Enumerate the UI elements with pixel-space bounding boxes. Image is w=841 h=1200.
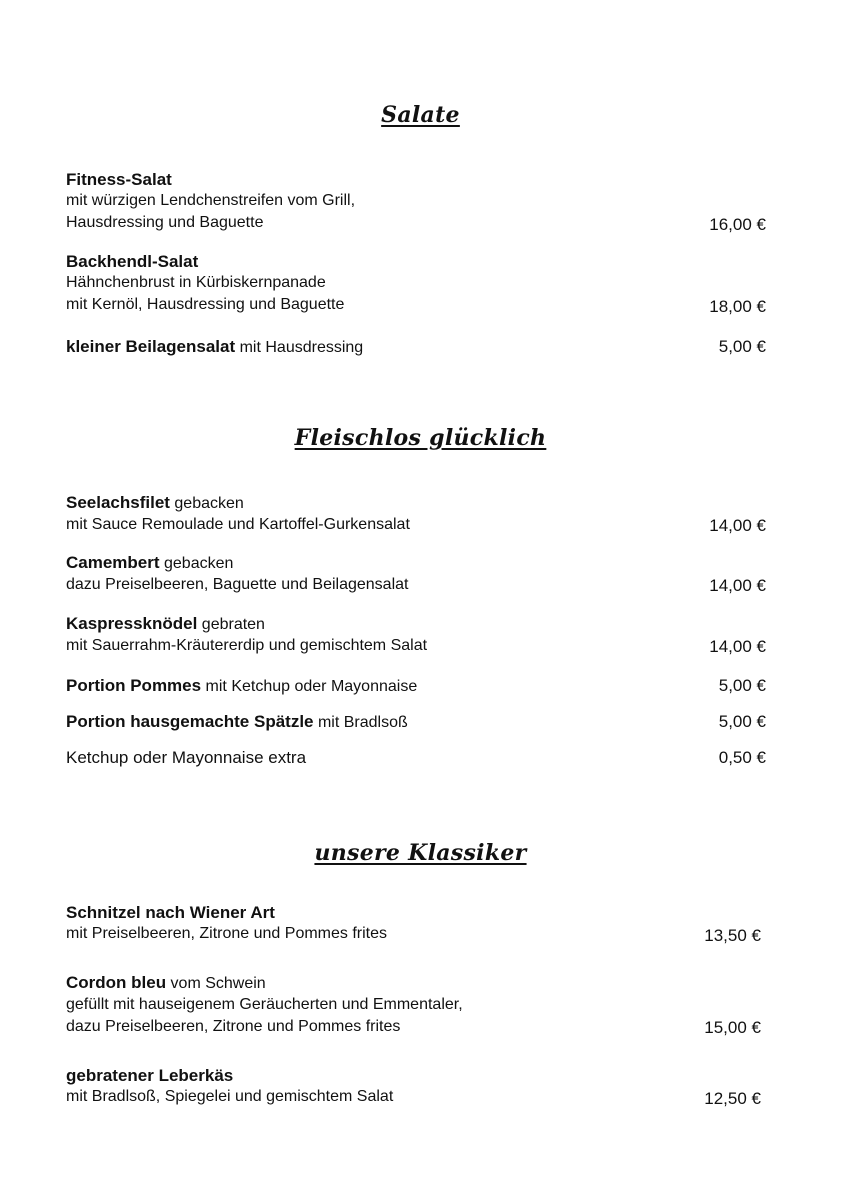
item-price: 14,00 € xyxy=(709,637,766,656)
item-name: gebratener Leberkäs xyxy=(66,1066,234,1085)
item-name: Portion Pommes xyxy=(66,676,202,695)
item-description: dazu Preiselbeeren, Zitrone und Pommes frites xyxy=(66,1018,401,1035)
item-description: dazu Preiselbeeren, Baguette und Beilagensalat xyxy=(66,576,409,593)
menu-item xyxy=(66,712,408,733)
item-price: 5,00 € xyxy=(718,712,766,731)
item-name: kleiner Beilagensalat xyxy=(66,337,236,356)
item-name: Kaspressknödel xyxy=(66,614,198,633)
item-description: Hausdressing und Baguette xyxy=(66,214,264,231)
item-name-suffix: vom Schwein xyxy=(166,975,266,992)
menu-item xyxy=(66,747,306,769)
item-description: Ketchup oder Mayonnaise extra xyxy=(66,748,307,767)
item-description: mit Kernöl, Hausdressing und Baguette xyxy=(66,296,345,313)
item-name: Camembert xyxy=(66,553,160,572)
item-description: gefüllt mit hauseigenem Geräucherten und Emmentaler, xyxy=(66,996,463,1013)
item-price: 0,50 € xyxy=(718,748,766,767)
menu-item xyxy=(66,493,410,536)
item-description: Hähnchenbrust in Kürbiskernpanade xyxy=(66,274,326,291)
menu-item xyxy=(66,553,408,596)
menu-item xyxy=(66,973,463,1038)
menu-item xyxy=(66,337,363,358)
item-name: Schnitzel nach Wiener Art xyxy=(66,903,275,922)
item-name-suffix: gebacken xyxy=(159,555,234,572)
item-description: mit Bradlsoß, Spiegelei und gemischtem Salat xyxy=(66,1088,394,1105)
item-name-suffix: gebacken xyxy=(169,495,244,512)
item-name-suffix: mit Ketchup oder Mayonnaise xyxy=(201,678,418,695)
item-description: mit Preiselbeeren, Zitrone und Pommes frites xyxy=(66,925,388,942)
menu-item xyxy=(66,676,417,697)
menu-item xyxy=(66,903,387,945)
item-name-suffix: mit Bradlsoß xyxy=(313,714,408,731)
item-price: 14,00 € xyxy=(709,516,766,535)
item-name: Fitness-Salat xyxy=(66,170,172,189)
item-name-suffix: mit Hausdressing xyxy=(235,339,364,356)
item-price: 14,00 € xyxy=(709,576,766,595)
item-name: Cordon bleu xyxy=(66,973,167,992)
section-heading-salate: Salate xyxy=(381,102,460,128)
section-heading-klassiker: unsere Klassiker xyxy=(314,840,527,866)
item-price: 12,50 € xyxy=(704,1089,761,1108)
item-name: Portion hausgemachte Spätzle xyxy=(66,712,314,731)
item-price: 16,00 € xyxy=(709,215,766,234)
item-description: mit würzigen Lendchenstreifen vom Grill, xyxy=(66,192,356,209)
item-name: Backhendl-Salat xyxy=(66,252,199,271)
item-name: Seelachsfilet xyxy=(66,493,170,512)
menu-item xyxy=(66,170,355,234)
item-price: 15,00 € xyxy=(704,1018,761,1037)
item-price: 5,00 € xyxy=(718,337,766,356)
item-price: 13,50 € xyxy=(704,926,761,945)
section-heading-fleischlos: Fleischlos glücklich xyxy=(294,425,547,451)
item-description: mit Sauerrahm-Kräutererdip und gemischtem Salat xyxy=(66,637,428,654)
menu-item xyxy=(66,614,427,657)
item-description: mit Sauce Remoulade und Kartoffel-Gurkensalat xyxy=(66,516,410,533)
menu-item xyxy=(66,252,344,316)
menu-item xyxy=(66,1066,393,1108)
item-price: 18,00 € xyxy=(709,297,766,316)
item-name-suffix: gebraten xyxy=(197,616,265,633)
item-price: 5,00 € xyxy=(718,676,766,695)
